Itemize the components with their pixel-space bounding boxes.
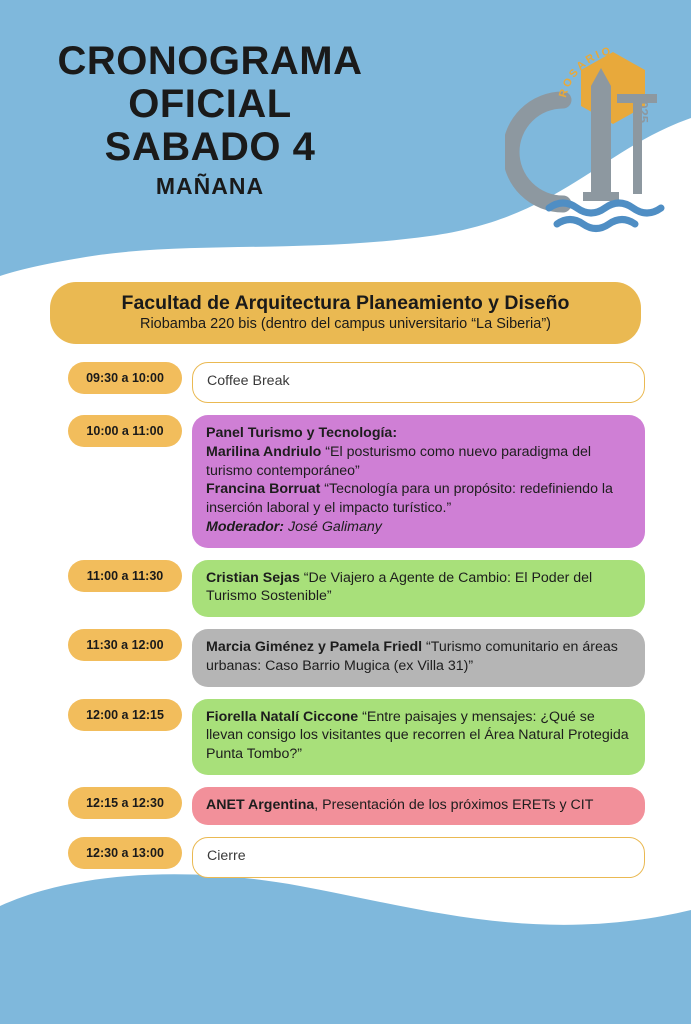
session-text: José Galimany	[287, 518, 382, 535]
session-line	[206, 443, 631, 480]
session-text: Fiorella Natalí Ciccone	[206, 708, 363, 725]
session-card	[192, 699, 645, 775]
session-text: Coffee Break	[207, 373, 290, 390]
venue-name: Facultad de Arquitectura Planeamiento y Diseño	[121, 292, 570, 314]
session-text: , Presentación de los próximos ERETs y CIT	[314, 796, 594, 813]
session-line	[206, 638, 631, 675]
title-line-3: SABADO 4	[104, 125, 316, 170]
session-card	[192, 629, 645, 686]
session-card	[192, 560, 645, 617]
session-card	[192, 362, 645, 403]
session-text: Moderador:	[206, 518, 288, 535]
session-card	[192, 415, 645, 547]
time-chip: 11:30 a 12:00	[68, 629, 182, 661]
title-line-1: CRONOGRAMA	[57, 39, 363, 83]
session-text: “De Viajero a Agente de Cambio: El Poder del Turismo Sostenible”	[206, 569, 593, 605]
session-line	[207, 372, 630, 391]
venue-address: Riobamba 220 bis (dentro del campus universitario “La Siberia”)	[139, 316, 552, 333]
session-text: “Tecnología para un propósito: redefiniendo la inserción laboral y el impacto turístico.”	[206, 481, 613, 517]
time-chip: 10:00 a 11:00	[68, 415, 182, 447]
session-text: Marcia Giménez y Pamela Friedl	[206, 639, 427, 656]
session-line	[206, 796, 631, 815]
schedule-row	[24, 415, 667, 547]
session-line	[207, 847, 630, 866]
time-chip: 12:00 a 12:15	[68, 699, 182, 731]
title-subtitle: MAÑANA	[155, 172, 265, 199]
session-card	[192, 837, 645, 878]
page-title	[0, 40, 420, 198]
session-text: “El posturismo como nuevo paradigma del turismo contemporáneo”	[206, 443, 592, 479]
cit-logo	[505, 42, 665, 242]
schedule-rows	[24, 362, 667, 878]
session-line	[206, 480, 631, 517]
session-text: Cierre	[207, 848, 246, 865]
schedule-content	[0, 282, 691, 890]
session-line	[206, 518, 631, 537]
time-chip: 11:00 a 11:30	[68, 560, 182, 592]
session-text: Panel Turismo y Tecnología:	[206, 425, 398, 442]
logo-year: 2025	[636, 94, 651, 123]
time-chip: 09:30 a 10:00	[68, 362, 182, 394]
schedule-row	[24, 837, 667, 878]
schedule-row	[24, 629, 667, 686]
session-line	[206, 424, 631, 443]
session-line	[206, 708, 631, 764]
session-text: Cristian Sejas	[206, 569, 304, 586]
session-card	[192, 787, 645, 826]
session-text: ANET Argentina	[206, 796, 315, 813]
schedule-row	[24, 787, 667, 826]
session-text: Francina Borruat	[206, 481, 325, 498]
schedule-row	[24, 699, 667, 775]
title-line-2: OFICIAL	[128, 82, 292, 127]
venue-banner	[50, 282, 641, 344]
session-text: “Entre paisajes y mensajes: ¿Qué se llevan consigo los visitantes que recorren el Área Natural Protegida Punta Tombo?”	[206, 708, 629, 762]
schedule-row	[24, 560, 667, 617]
session-text: “Turismo comunitario en áreas urbanas: Caso Barrio Mugica (ex Villa 31)”	[206, 639, 618, 674]
session-line	[206, 569, 631, 606]
logo-arc-text: ROSARIO	[557, 45, 615, 99]
schedule-row	[24, 362, 667, 403]
time-chip: 12:30 a 13:00	[68, 837, 182, 869]
session-text: Marilina Andriulo	[206, 443, 326, 460]
time-chip: 12:15 a 12:30	[68, 787, 182, 819]
